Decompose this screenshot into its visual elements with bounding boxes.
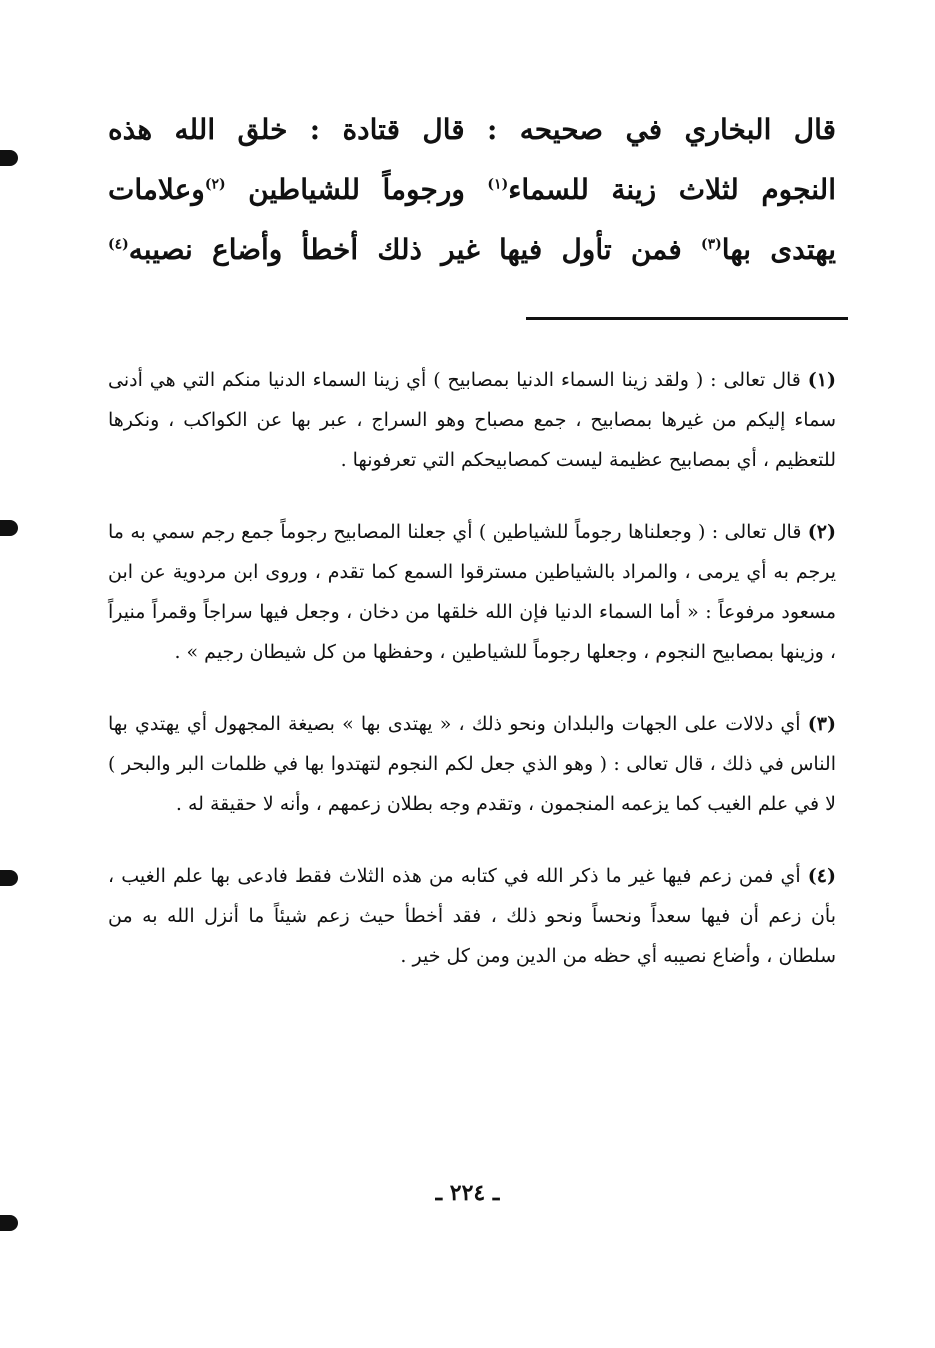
- binding-hole-mark: [0, 520, 18, 536]
- footnote-1: [108, 360, 836, 480]
- footnote-4: [108, 856, 836, 976]
- footnote-number: (٣): [807, 713, 836, 735]
- binding-hole-mark: [0, 1215, 18, 1231]
- footnote-text: قال تعالى : ( ولقد زينا السماء الدنيا بمصابيح ) أي زينا السماء الدنيا منكم التي هي أدنى سماء إليكم من غيرها بمصابيح ، جمع مصباح وهو السراج ، عبر بها عن الكواكب ، ونكرها للتعظيم ، أي بمصابيح عظيمة ليست كمصابيحكم التي تعرفونها .: [108, 369, 836, 471]
- footnote-3: [108, 704, 836, 824]
- main-line-3-part-b: فمن تأول فيها غير ذلك أخطأ وأضاع نصيبه: [128, 233, 701, 266]
- footnote-ref-1: (١): [487, 176, 509, 193]
- page-number: ـ ٢٢٤ ـ: [435, 1180, 500, 1206]
- main-line-1: قال البخاري في صحيحه : قال قتادة : خلق الله هذه: [108, 113, 836, 146]
- binding-hole-mark: [0, 870, 18, 886]
- footnote-text: أي دلالات على الجهات والبلدان ونحو ذلك ، « يهتدى بها » بصيغة المجهول أي يهتدي بها الناس في ذلك ، قال تعالى : ( وهو الذي جعل لكم النجوم لتهتدوا بها في ظلمات البر والبحر ) لا في علم الغيب كما يزعمه المنجمون ، وتقدم وجه بطلان زعمهم ، وأنه لا حقيقة له .: [108, 713, 836, 815]
- footnote-ref-3: (٣): [701, 236, 722, 253]
- footnote-separator: [526, 317, 848, 320]
- footnote-ref-2: (٢): [204, 176, 226, 193]
- main-line-2-part-c: وعلامات: [108, 173, 205, 206]
- main-text-block: [108, 100, 836, 280]
- main-line-3-part-a: يهتدى بها: [721, 233, 837, 266]
- footnote-number: (١): [807, 369, 836, 391]
- main-line-2-part-a: النجوم لثلاث زينة للسماء: [508, 173, 836, 206]
- footnotes-block: [108, 360, 836, 976]
- footnote-text: قال تعالى : ( وجعلناها رجوماً للشياطين ) أي جعلنا المصابيح رجوماً جمع رجم سمي به ما يرجم به أي يرمى ، والمراد بالشياطين مسترقوا السمع كما تقدم ، وروى ابن مردوية عن ابن مسعود مرفوعاً : « أما السماء الدنيا فإن الله خلقها من دخان ، وجعل فيها سراجاً وقمراً منيراً ، وزينها بمصابيح النجوم ، وجعلها رجوماً للشياطين ، وحفظها من كل شيطان رجيم » .: [108, 521, 836, 663]
- footnote-2: [108, 512, 836, 672]
- binding-hole-mark: [0, 150, 18, 166]
- main-line-2-part-b: ورجوماً للشياطين: [225, 173, 488, 206]
- footnote-number: (٤): [807, 865, 836, 887]
- footnote-text: أي فمن زعم فيها غير ما ذكر الله في كتابه من هذه الثلاث فقط فادعى بها علم الغيب ، بأن زعم أن فيها سعداً ونحساً ونحو ذلك ، فقد أخطأ حيث زعم شيئاً ما أنزل الله به من سلطان ، وأضاع نصيبه أي حظه من الدين ومن كل خير .: [108, 865, 836, 967]
- footnote-ref-4: (٤): [108, 236, 129, 253]
- main-line-2: [108, 160, 836, 220]
- footnote-number: (٢): [807, 521, 837, 543]
- main-line-3: [108, 220, 836, 280]
